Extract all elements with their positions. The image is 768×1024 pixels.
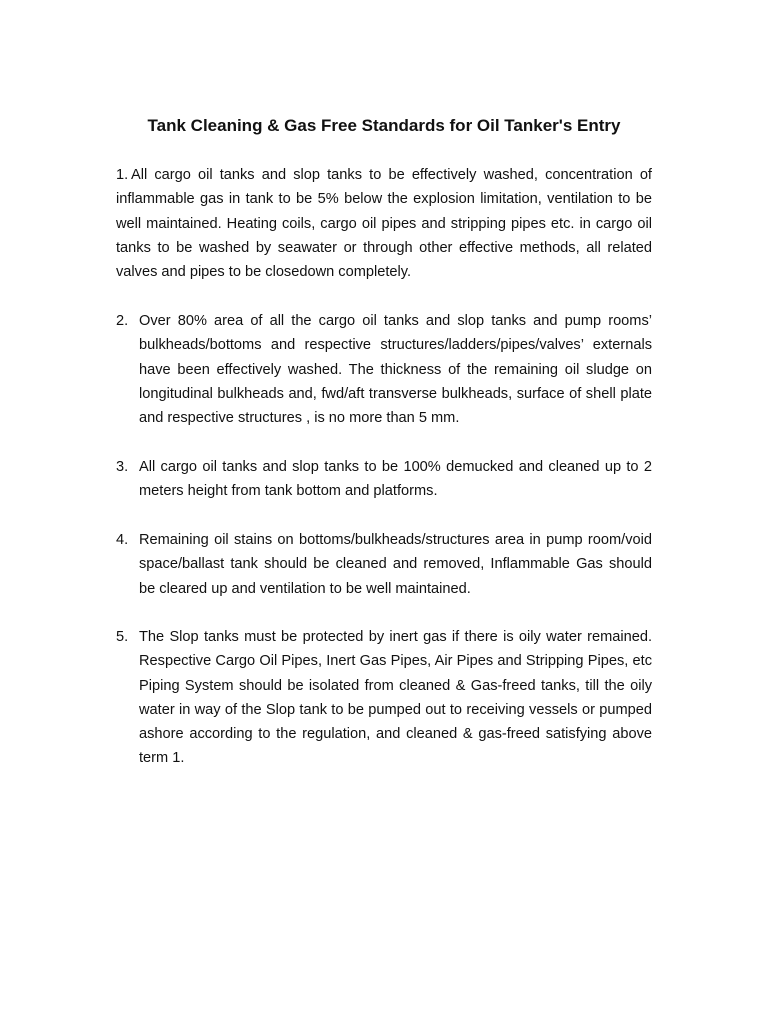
list-item-number: 4.: [116, 532, 129, 548]
list-item-number: 2.: [116, 313, 129, 329]
list-item-1: [116, 163, 652, 284]
list-item-text: All cargo oil tanks and slop tanks to be 100% demucked and cleaned up to 2 meters height from tank bottom and platforms.: [139, 459, 652, 500]
document-title: Tank Cleaning & Gas Free Standards for Oil Tanker's Entry: [147, 116, 621, 135]
list-item-text: All cargo oil tanks and slop tanks to be effectively washed, concentration of inflammable gas in tank to be 5% below the explosion limitation, ventilation to be well maintained. Heating coils, cargo oil pipes and stripping pipes etc. in cargo oil tanks to be washed by seawater or through other effective methods, all related valves and pipes to be closedown completely.: [116, 167, 652, 281]
list-item-number: 3.: [116, 459, 129, 475]
list-item-3: [116, 455, 652, 504]
list-item-5: [116, 625, 652, 771]
list-item-text: The Slop tanks must be protected by inert gas if there is oily water remained. Respective Cargo Oil Pipes, Inert Gas Pipes, Air Pipes and Stripping Pipes, etc Piping System should be isolated from cleaned & Gas-freed tanks, till the oily water in way of the Slop tank to be pumped out to receiving vessels or pumped ashore according to the regulation, and cleaned & gas-freed satisfying above term 1.: [139, 629, 652, 767]
list-item-number: 5.: [116, 629, 129, 645]
list-item-2: [116, 309, 652, 430]
list-item-text: Over 80% area of all the cargo oil tanks and slop tanks and pump rooms’ bulkheads/bottoms and respective structures/ladders/pipes/valves’ externals have been effectively washed. The thickness of the remaining oil sludge on longitudinal bulkheads and, fwd/aft transverse bulkheads, surface of shell plate and respective structures , is no more than 5 mm.: [139, 313, 652, 427]
list-item-number: 1.: [116, 167, 129, 183]
list-item-text: Remaining oil stains on bottoms/bulkheads/structures area in pump room/void space/ballast tank should be cleaned and removed, Inflammable Gas should be cleared up and ventilation to be well maintained.: [139, 532, 652, 597]
list-item-4: [116, 528, 652, 601]
